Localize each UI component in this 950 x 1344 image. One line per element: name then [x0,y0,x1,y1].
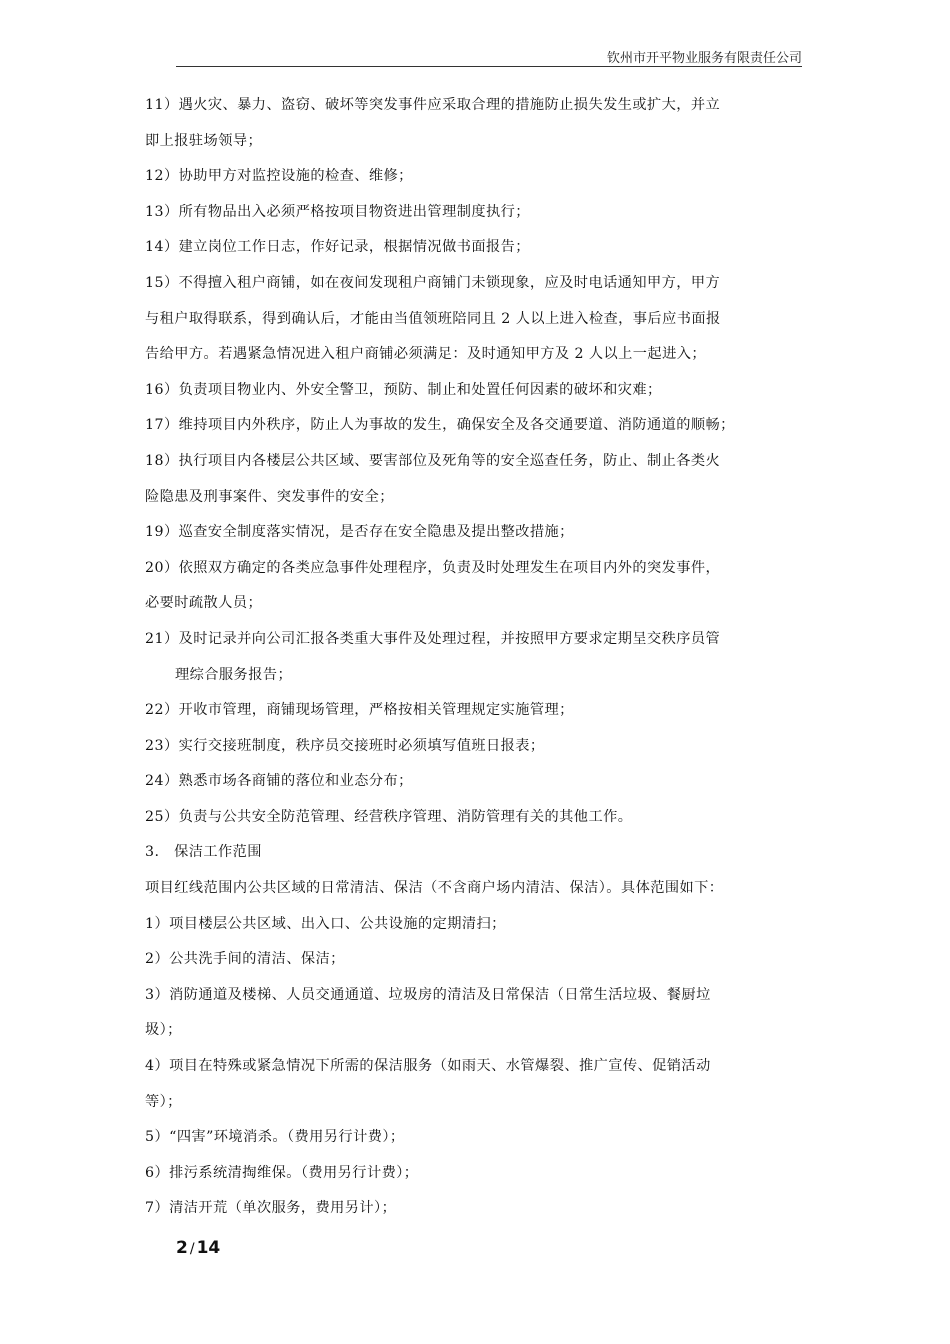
text-line: 告给甲方。若遇紧急情况进入租户商铺必须满足：及时通知甲方及 2 人以上一起进入； [145,346,706,363]
text-line: 险隐患及刑事案件、突发事件的安全； [145,488,394,505]
page-total: 14 [196,1238,221,1258]
text-line: 项目红线范围内公共区域的日常清洁、保洁（不含商户场内清洁、保洁）。具体范围如下： [145,880,724,897]
text-line: 16）负责项目物业内、外安全警卫，预防、制止和处置任何因素的破坏和灾难； [145,381,662,398]
text-line: 7）清洁开荒（单次服务，费用另计）； [145,1200,397,1217]
text-line: 12）协助甲方对监控设施的检查、维修； [145,168,413,185]
text-line: 理综合服务报告； [175,666,293,683]
text-line: 13）所有物品出入必须严格按项目物资进出管理制度执行； [145,203,530,220]
page-separator: / [189,1241,195,1257]
text-line: 23）实行交接班制度，秩序员交接班时必须填写值班日报表； [145,737,545,754]
text-line: 6）排污系统清掏维保。（费用另行计费）； [145,1164,419,1181]
text-line: 19）巡查安全制度落实情况，是否存在安全隐患及提出整改措施； [145,524,574,541]
text-line: 11）遇火灾、暴力、盗窃、破坏等突发事件应采取合理的措施防止损失发生或扩大，并立 [145,97,721,113]
text-line: 20）依照双方确定的各类应急事件处理程序，负责及时处理发生在项目内外的突发事件， [145,559,721,576]
text-line: 17）维持项目内外秩序，防止人为事故的发生，确保安全及各交通要道、消防通道的顺畅； [145,417,735,434]
text-line: 4）项目在特殊或紧急情况下所需的保洁服务（如雨天、水管爆裂、推广宣传、促销活动 [145,1058,711,1075]
text-line: 18）执行项目内各楼层公共区域、要害部位及死角等的安全巡查任务，防止、制止各类火 [145,452,721,469]
page-header-company: 钦州市开平物业服务有限责任公司 [606,51,802,66]
text-line: 即上报驻场领导； [145,132,263,149]
text-line: 24）熟悉市场各商铺的落位和业态分布； [145,773,413,790]
text-line: 与租户取得联系，得到确认后，才能由当值领班陪同且 2 人以上进入检查，事后应书面报 [145,310,721,327]
page-number [176,1238,220,1258]
text-line: 必要时疏散人员； [145,595,263,612]
text-line: 2）公共洗手间的清洁、保洁； [145,951,345,968]
text-line: 等）； [145,1093,182,1110]
text-line: 15）不得擅入租户商铺，如在夜间发现租户商铺门未锁现象，应及时电话通知甲方，甲方 [145,274,721,291]
text-line: 圾）； [145,1022,182,1039]
text-line: 1）项目楼层公共区域、出入口、公共设施的定期清扫； [145,915,506,932]
text-line: 3）消防通道及楼梯、人员交通通道、垃圾房的清洁及日常保洁（日常生活垃圾、餐厨垃 [145,986,711,1003]
text-line: 22）开收市管理，商铺现场管理，严格按相关管理规定实施管理； [145,702,574,719]
document-body [145,88,809,1227]
text-line: 5）“四害”环境消杀。（费用另行计费）； [145,1129,405,1146]
page-current: 2 [176,1238,188,1258]
text-line: 25）负责与公共安全防范管理、经营秩序管理、消防管理有关的其他工作。 [145,808,633,825]
text-line: 14）建立岗位工作日志，作好记录，根据情况做书面报告； [145,239,530,256]
text-line: 21）及时记录并向公司汇报各类重大事件及处理过程，并按照甲方要求定期呈交秩序员管 [145,630,721,647]
section-heading: 3. 保洁工作范围 [145,844,262,861]
header-divider [176,66,802,67]
